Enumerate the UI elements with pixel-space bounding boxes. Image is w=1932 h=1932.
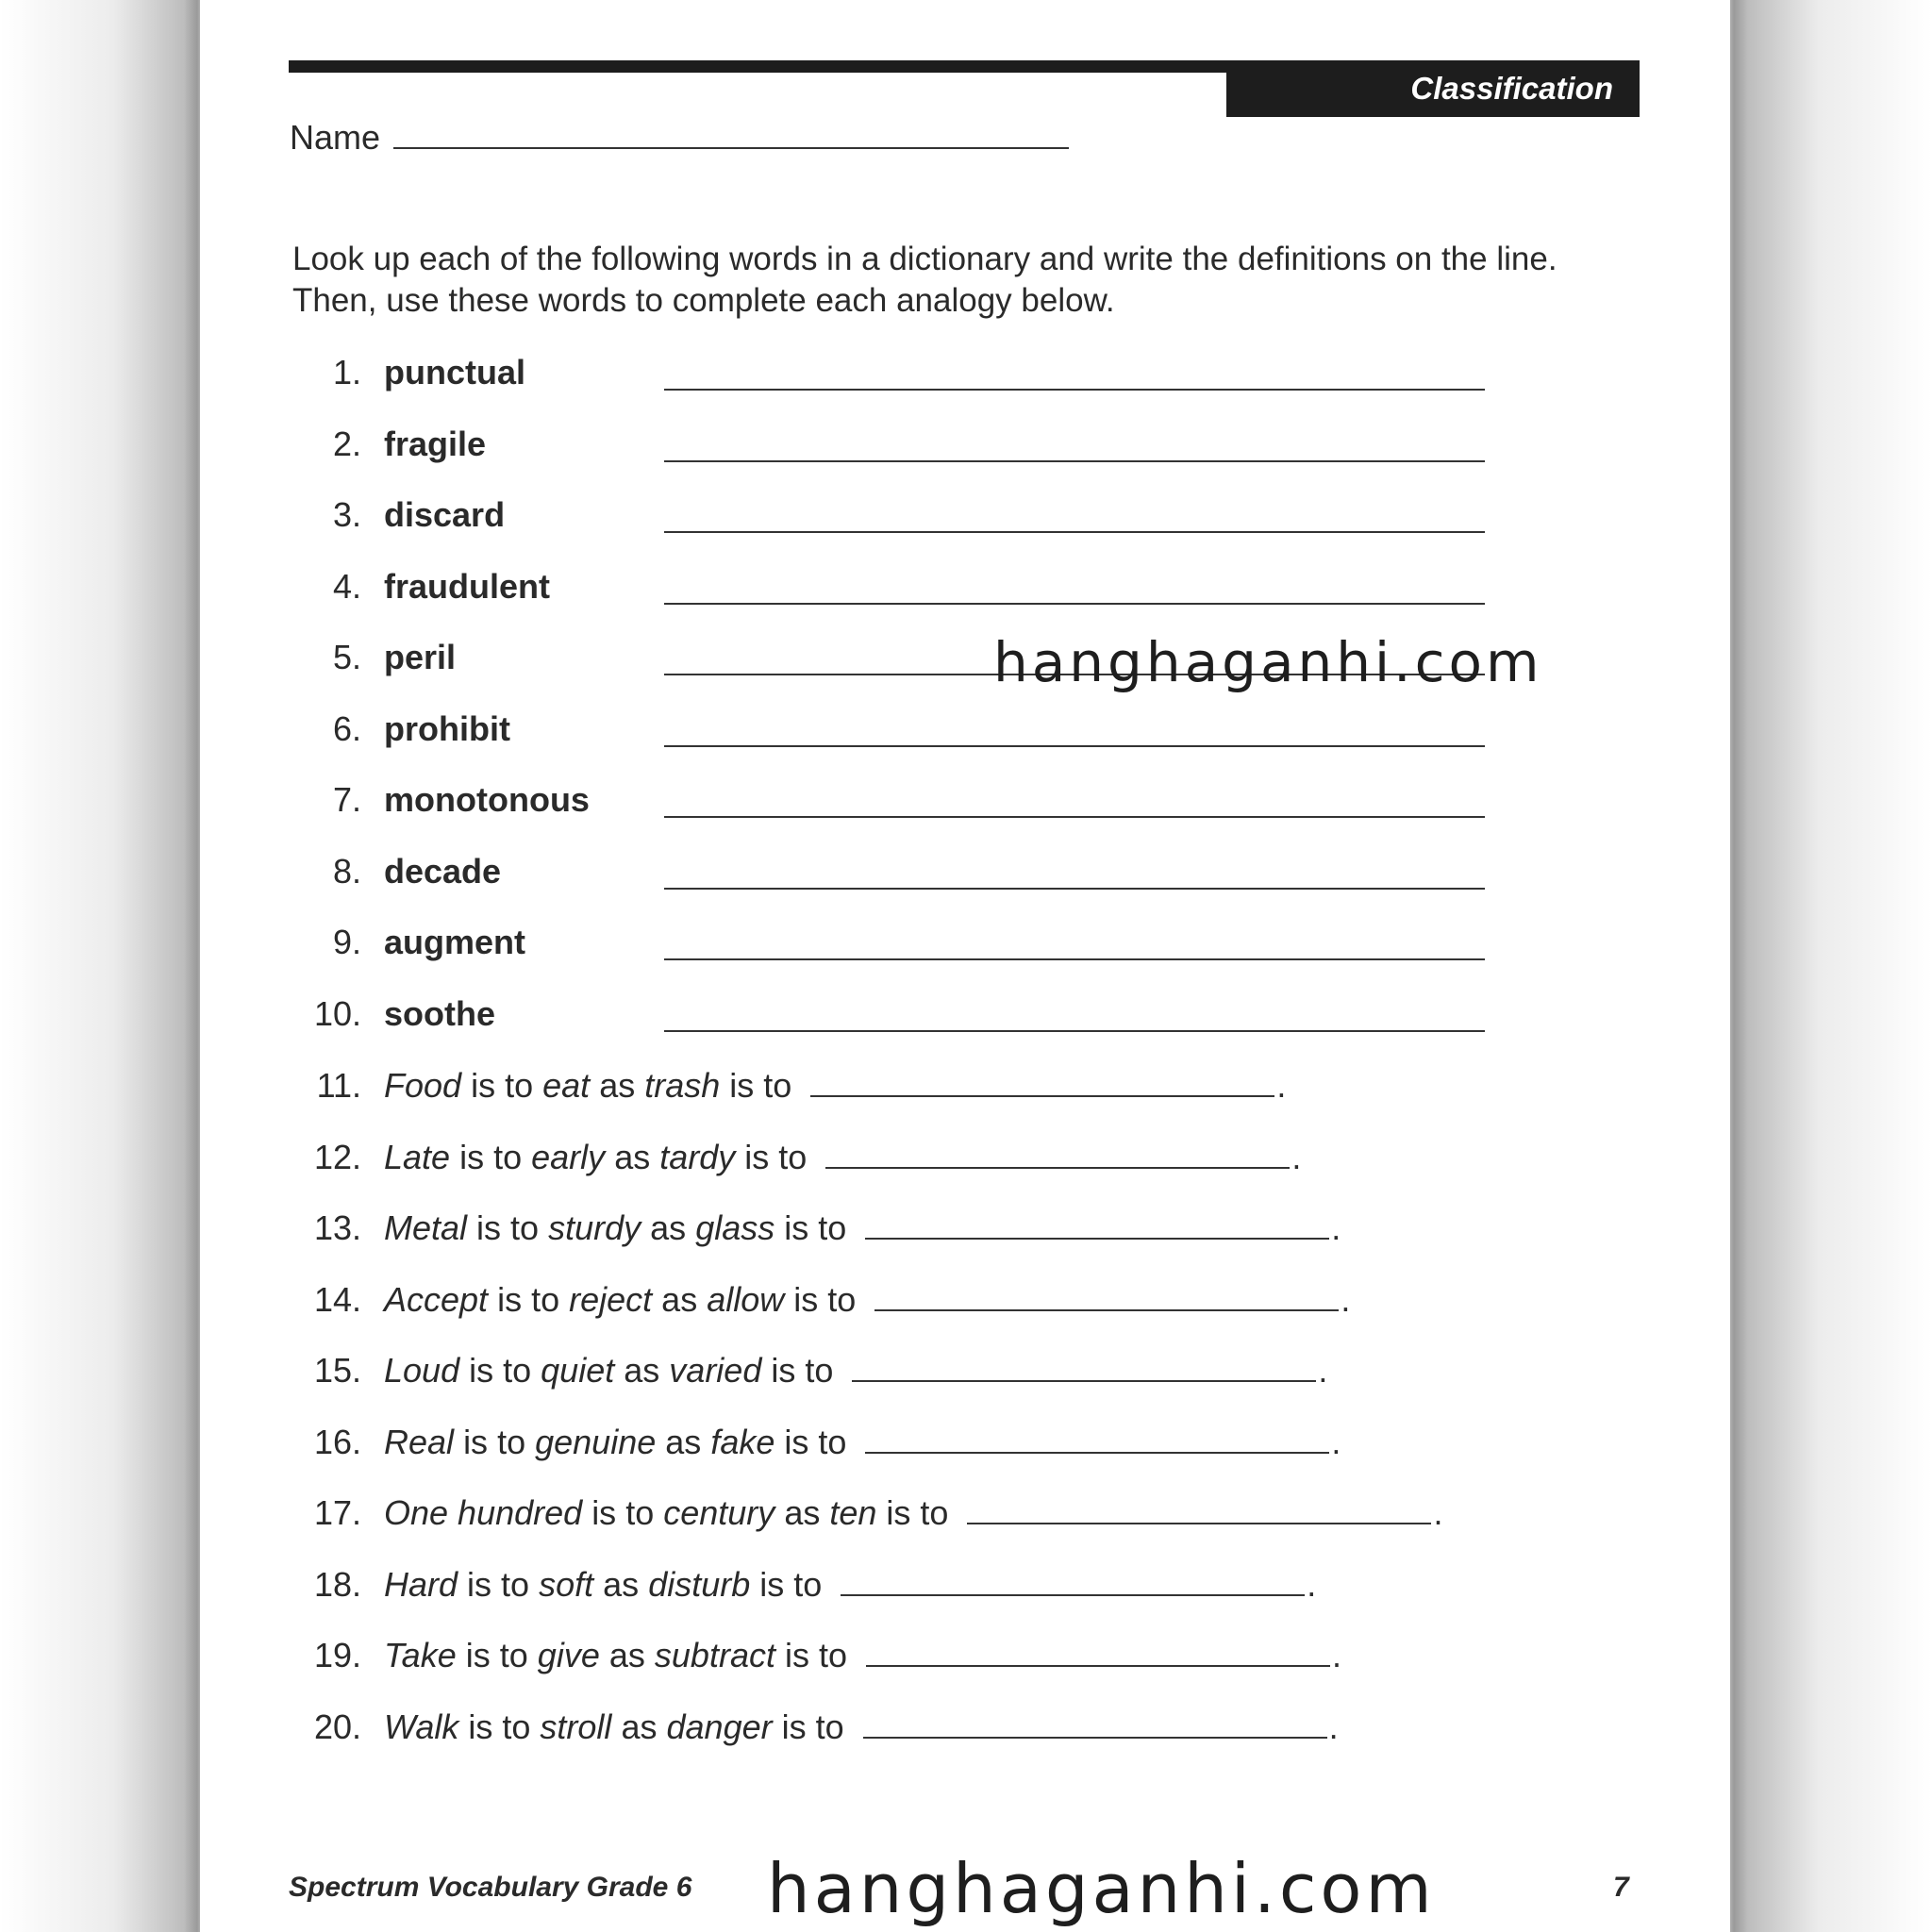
analogy-term-b: genuine (535, 1422, 657, 1461)
item-number: 7. (332, 780, 361, 819)
answer-blank-line[interactable] (874, 1275, 1339, 1311)
analogy-term-b: soft (539, 1564, 594, 1604)
item-number: 5. (332, 638, 361, 676)
vocabulary-word: fraudulent (384, 566, 550, 606)
connector-is-to: is to (459, 1137, 523, 1176)
definition-line[interactable] (664, 460, 1485, 462)
connector-is-to: is to (784, 1422, 847, 1461)
definition-line[interactable] (664, 389, 1485, 391)
analogy-term-b: give (537, 1636, 600, 1674)
word-item (283, 487, 506, 543)
definition-line[interactable] (664, 958, 1485, 960)
item-number: 10. (313, 993, 361, 1033)
period: . (1318, 1351, 1328, 1390)
period: . (1341, 1279, 1351, 1319)
period: . (1276, 1066, 1287, 1105)
vocabulary-word: decade (384, 851, 502, 891)
connector-as: as (650, 1208, 687, 1247)
connector-is-to: is to (463, 1422, 526, 1461)
connector-as: as (624, 1351, 660, 1390)
connector-is-to: is to (591, 1493, 655, 1532)
period: . (1331, 1422, 1341, 1461)
connector-is-to: is to (467, 1564, 530, 1604)
item-number: 17. (313, 1493, 361, 1532)
item-number: 20. (313, 1707, 361, 1746)
connector-as: as (599, 1066, 636, 1105)
item-number: 2. (332, 424, 361, 463)
book-title: Spectrum Vocabulary Grade 6 (289, 1872, 692, 1903)
definition-line[interactable] (664, 531, 1485, 533)
connector-is-to: is to (793, 1279, 857, 1319)
item-number: 13. (313, 1208, 361, 1247)
answer-blank-line[interactable] (865, 1418, 1329, 1454)
item-number: 4. (332, 566, 361, 606)
analogy-item (283, 1272, 1350, 1328)
analogy-term-c: danger (666, 1707, 773, 1746)
definition-line[interactable] (664, 603, 1485, 605)
period: . (1433, 1493, 1443, 1532)
analogy-term-a: One hundred (384, 1493, 583, 1532)
connector-is-to: is to (744, 1137, 808, 1176)
word-item (283, 701, 510, 758)
item-number: 6. (332, 708, 361, 748)
analogy-term-b: century (663, 1493, 775, 1532)
definition-line[interactable] (664, 888, 1485, 890)
connector-is-to: is to (468, 1707, 531, 1746)
analogy-term-c: trash (644, 1066, 721, 1105)
vocabulary-word: augment (384, 923, 526, 961)
analogy-term-b: stroll (540, 1707, 612, 1746)
answer-blank-line[interactable] (825, 1133, 1290, 1169)
watermark-middle: hanghaganhi.com (993, 630, 1543, 694)
connector-as: as (665, 1422, 702, 1461)
analogy-term-a: Take (384, 1636, 457, 1674)
page-shadow-left (0, 0, 200, 1932)
word-item (283, 914, 526, 971)
vocabulary-word: discard (384, 495, 506, 534)
answer-blank-line[interactable] (810, 1061, 1274, 1097)
answer-blank-line[interactable] (967, 1489, 1431, 1524)
item-number: 12. (313, 1137, 361, 1176)
item-number: 9. (332, 923, 361, 961)
word-item (283, 416, 487, 473)
name-blank-line[interactable] (393, 111, 1069, 149)
connector-is-to: is to (497, 1279, 560, 1319)
connector-as: as (603, 1564, 640, 1604)
instructions: Look up each of the following words in a dictionary and write the definitions on the line. Then, use these words to complete each analogy below. (292, 241, 1557, 319)
item-number: 18. (313, 1564, 361, 1604)
page-shadow-right (1730, 0, 1932, 1932)
item-number: 16. (313, 1422, 361, 1461)
connector-is-to: is to (759, 1564, 823, 1604)
item-number: 15. (313, 1351, 361, 1390)
analogy-term-c: allow (707, 1279, 785, 1319)
analogy-term-b: eat (542, 1066, 591, 1105)
analogy-item (283, 1200, 1341, 1257)
analogy-item (283, 1699, 1339, 1756)
word-item (283, 629, 457, 686)
item-number: 1. (332, 353, 361, 391)
word-item (283, 986, 496, 1042)
period: . (1331, 1208, 1341, 1247)
connector-as: as (614, 1137, 651, 1176)
analogy-term-c: ten (829, 1493, 877, 1532)
period: . (1332, 1636, 1342, 1674)
analogy-term-a: Late (384, 1137, 451, 1176)
definition-line[interactable] (664, 816, 1485, 818)
analogy-term-a: Real (384, 1422, 455, 1461)
connector-as: as (661, 1279, 698, 1319)
connector-is-to: is to (784, 1208, 847, 1247)
vocabulary-word: punctual (384, 353, 525, 391)
item-number: 3. (332, 495, 361, 534)
answer-blank-line[interactable] (866, 1631, 1330, 1667)
definition-line[interactable] (664, 745, 1485, 747)
item-number: 11. (316, 1066, 361, 1105)
analogy-term-c: glass (695, 1208, 775, 1247)
analogy-item (283, 1627, 1341, 1684)
connector-as: as (784, 1493, 821, 1532)
word-item (283, 843, 502, 900)
analogy-term-a: Hard (384, 1564, 458, 1604)
analogy-item (283, 1485, 1442, 1541)
analogy-term-a: Food (384, 1066, 462, 1105)
analogy-term-b: sturdy (548, 1208, 641, 1247)
period: . (1291, 1137, 1302, 1176)
connector-is-to: is to (465, 1636, 528, 1674)
answer-blank-line[interactable] (852, 1346, 1316, 1382)
analogy-term-c: fake (710, 1422, 775, 1461)
name-field (290, 111, 1069, 161)
connector-is-to: is to (886, 1493, 949, 1532)
vocabulary-word: prohibit (384, 708, 510, 748)
analogy-term-a: Accept (384, 1279, 489, 1319)
vocabulary-word: fragile (384, 424, 487, 463)
analogy-term-a: Walk (384, 1707, 459, 1746)
connector-is-to: is to (471, 1066, 534, 1105)
connector-is-to: is to (771, 1351, 834, 1390)
analogy-term-c: tardy (659, 1137, 736, 1176)
analogy-term-a: Loud (384, 1351, 460, 1390)
item-number: 8. (332, 851, 361, 891)
section-title: Classification (1226, 60, 1640, 117)
page-number: 7 (1613, 1872, 1629, 1903)
analogy-term-b: early (531, 1137, 606, 1176)
analogy-term-b: quiet (541, 1351, 615, 1390)
word-item (283, 772, 590, 828)
analogy-term-c: subtract (654, 1636, 775, 1674)
analogy-term-c: disturb (648, 1564, 751, 1604)
connector-is-to: is to (469, 1351, 532, 1390)
connector-as: as (621, 1707, 658, 1746)
answer-blank-line[interactable] (863, 1703, 1327, 1739)
analogy-item (283, 1414, 1341, 1471)
period: . (1307, 1564, 1317, 1604)
connector-is-to: is to (476, 1208, 540, 1247)
connector-is-to: is to (781, 1707, 844, 1746)
item-number: 14. (313, 1279, 361, 1319)
vocabulary-word: soothe (384, 993, 496, 1033)
definition-line[interactable] (664, 1030, 1485, 1032)
period: . (1328, 1707, 1339, 1746)
word-item (283, 344, 525, 401)
connector-is-to: is to (729, 1066, 792, 1105)
analogy-item (283, 1058, 1286, 1114)
watermark-bottom: hanghaganhi.com (767, 1849, 1436, 1928)
analogy-term-a: Metal (384, 1208, 468, 1247)
analogy-term-b: reject (569, 1279, 653, 1319)
connector-is-to: is to (784, 1636, 848, 1674)
answer-blank-line[interactable] (841, 1560, 1305, 1596)
analogy-item (283, 1129, 1301, 1186)
analogy-term-c: varied (669, 1351, 762, 1390)
vocabulary-word: peril (384, 638, 457, 676)
vocabulary-word: monotonous (384, 780, 590, 819)
word-item (283, 558, 550, 615)
analogy-item (283, 1557, 1316, 1613)
name-label: Name (290, 118, 381, 157)
analogy-item (283, 1342, 1327, 1399)
connector-as: as (608, 1636, 645, 1674)
item-number: 19. (313, 1636, 361, 1674)
answer-blank-line[interactable] (865, 1204, 1329, 1240)
